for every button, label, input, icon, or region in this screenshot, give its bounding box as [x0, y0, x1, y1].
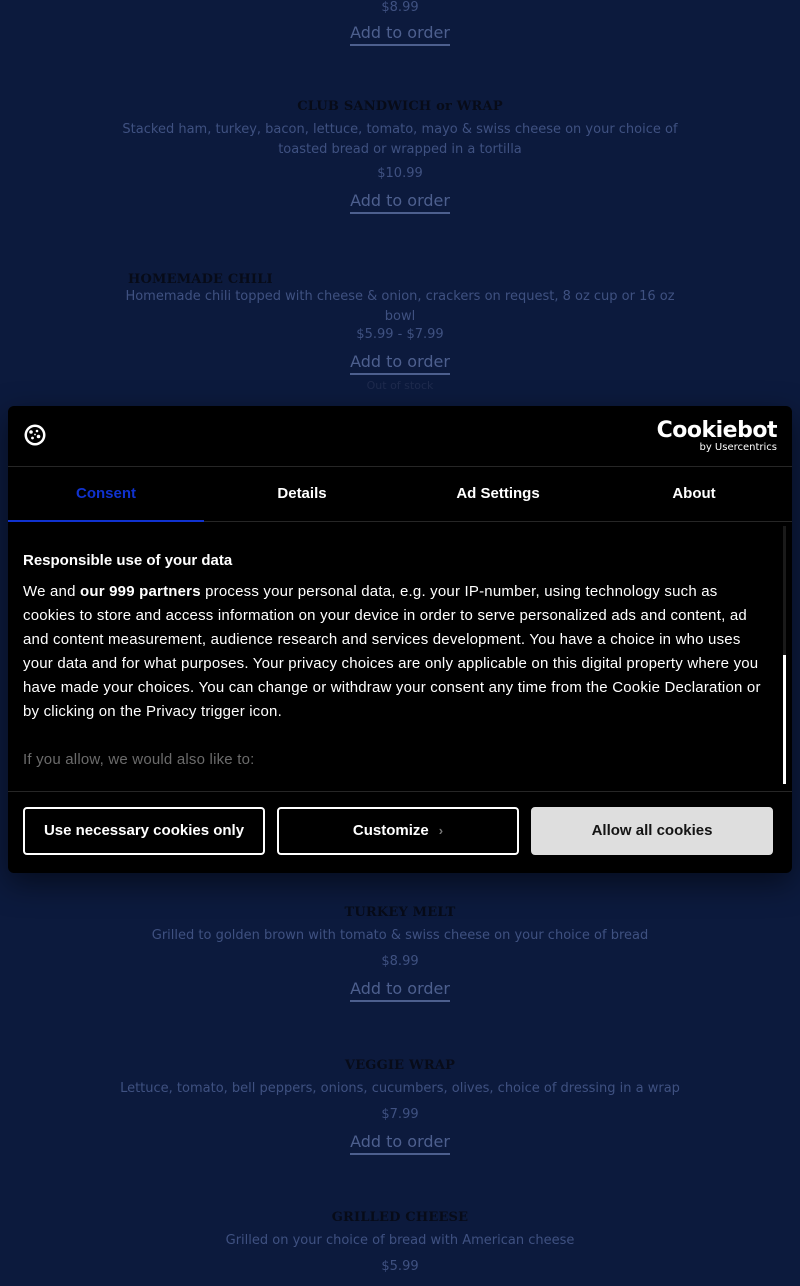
dialog-header [8, 406, 792, 467]
menu-item-description: Lettuce, tomato, bell peppers, onions, cucumbers, olives, choice of dressing in a wrap [120, 1081, 680, 1096]
cookie-consent-dialog [8, 406, 792, 873]
menu-item [0, 272, 800, 392]
menu-item-name: HOMEMADE CHILI [128, 272, 273, 287]
menu-item-price: $8.99 [381, 954, 419, 969]
add-to-order-link[interactable]: Add to order [350, 23, 450, 46]
tab-details[interactable]: Details [277, 485, 327, 502]
consent-text-rest: process your personal data, e.g. your IP-number, using technology such as cookies to store and access information on your device in order to serve personalized ads and content, ad and content measurement, audience research and services development. You have a choice in who uses your data and for what purposes. Your privacy choices are only applicable on this digital property where you have made your choices. You can change or withdraw your consent any time from the Cookie Declaration or by clicking on the Privacy trigger icon. [23, 583, 761, 720]
brand-name: Cookiebot [656, 418, 777, 443]
scrollbar-thumb[interactable] [783, 655, 786, 784]
menu-item-name: GRILLED CHEESE [331, 1210, 469, 1225]
customize-label: Customize [352, 822, 429, 839]
allow-all-cookies-button[interactable]: Allow all cookies [531, 807, 773, 855]
menu-item-price: $5.99 [381, 1259, 419, 1274]
cookie-icon [23, 423, 47, 447]
menu-item-name: VEGGIE WRAP [344, 1058, 456, 1073]
menu-item-name: TURKEY MELT [344, 905, 456, 920]
add-to-order-link[interactable]: Add to order [350, 191, 450, 214]
menu-item [0, 0, 800, 46]
chevron-right-icon: › [438, 823, 444, 838]
dialog-tabs [8, 467, 792, 522]
use-necessary-cookies-button[interactable]: Use necessary cookies only [23, 807, 265, 855]
menu-item [0, 1210, 800, 1274]
menu-item [0, 905, 800, 1002]
menu-item-price: $5.99 - $7.99 [356, 327, 444, 342]
menu-item-description: Grilled to golden brown with tomato & swiss cheese on your choice of bread [151, 928, 649, 943]
menu-item-price: $10.99 [377, 166, 423, 181]
menu-item [0, 1058, 800, 1155]
consent-text [23, 580, 773, 724]
menu-item-description: Stacked ham, turkey, bacon, lettuce, tomato, mayo & swiss cheese on your choice of toasted bread or wrapped in a tortilla [122, 122, 678, 157]
scrollbar[interactable] [783, 526, 786, 784]
menu-item-name: CLUB SANDWICH or WRAP [297, 99, 503, 114]
consent-text-prefix: We and [23, 583, 80, 600]
customize-button[interactable] [277, 807, 519, 855]
menu-item [0, 99, 800, 214]
dialog-footer [8, 791, 792, 874]
add-to-order-link[interactable]: Add to order [350, 352, 450, 375]
tab-about[interactable]: About [672, 485, 716, 502]
consent-body [8, 522, 792, 790]
tab-ad-settings[interactable]: Ad Settings [456, 485, 540, 502]
menu-item-price: $7.99 [381, 1107, 419, 1122]
consent-more-text: If you allow, we would also like to: [23, 751, 255, 768]
partners-link[interactable]: our 999 partners [80, 583, 201, 600]
out-of-stock-label: Out of stock [366, 379, 434, 392]
consent-title: Responsible use of your data [23, 552, 233, 569]
brand-subtitle: by Usercentrics [699, 442, 777, 453]
menu-item-description: Homemade chili topped with cheese & onion, crackers on request, 8 oz cup or 16 oz bowl [125, 289, 675, 324]
tab-consent[interactable]: Consent [8, 467, 204, 521]
add-to-order-link[interactable]: Add to order [350, 1132, 450, 1155]
cookiebot-logo[interactable] [657, 420, 777, 454]
menu-item-description: Grilled on your choice of bread with American cheese [225, 1233, 575, 1248]
menu-item-price: $8.99 [381, 0, 419, 15]
add-to-order-link[interactable]: Add to order [350, 979, 450, 1002]
